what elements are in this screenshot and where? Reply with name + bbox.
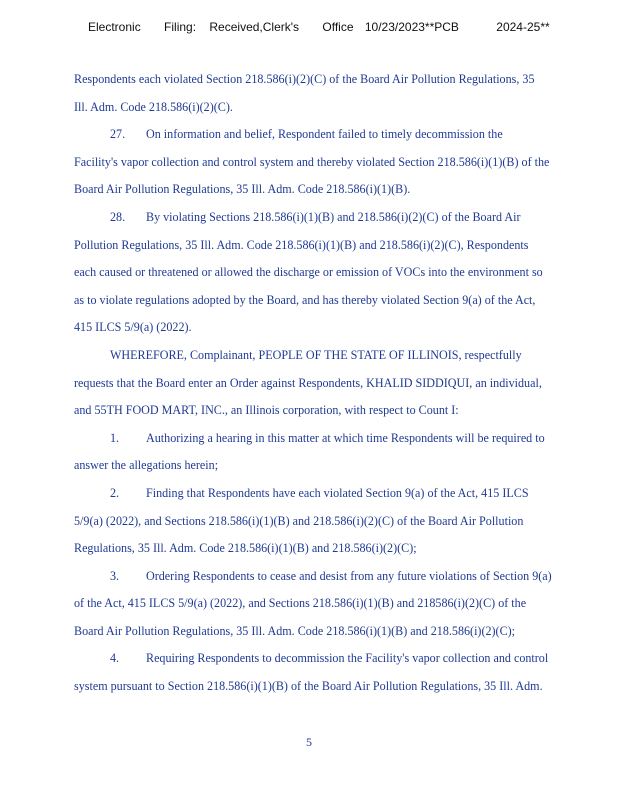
text-line: Ill. Adm. Code 218.586(i)(2)(C). <box>74 99 233 114</box>
page-number: 5 <box>306 735 312 749</box>
text-line: Pollution Regulations, 35 Ill. Adm. Code 218.586(i)(1)(B) and 218.586(i)(2)(C), Respondents <box>74 237 529 252</box>
item-number: 2. <box>110 485 120 500</box>
text-line: each caused or threatened or allowed the discharge or emission of VOCs into the environment so <box>74 265 543 280</box>
relief-item-2 <box>74 484 604 512</box>
text-line: Requiring Respondents to decommission the Facility's vapor collection and control <box>146 651 549 666</box>
text-line: and 55TH FOOD MART, INC., an Illinois corporation, with respect to Count I: <box>74 403 459 418</box>
header-electronic: Electronic <box>88 20 141 34</box>
item-number: 4. <box>110 651 120 666</box>
text-line: requests that the Board enter an Order against Respondents, KHALID SIDDIQUI, an individual, <box>74 375 542 390</box>
header-filing: Filing: <box>164 20 197 34</box>
text-line: By violating Sections 218.586(i)(1)(B) and 218.586(i)(2)(C) of the Board Air <box>146 209 521 224</box>
relief-item-1 <box>74 429 604 457</box>
text-line: system pursuant to Section 218.586(i)(1)(B) of the Board Air Pollution Regulations, 35 Ill. Adm. <box>74 679 543 694</box>
text-line: 5/9(a) (2022), and Sections 218.586(i)(1)(B) and 218.586(i)(2)(C) of the Board Air Pollution <box>74 513 524 528</box>
header-received: Received,Clerk's <box>209 20 300 34</box>
text-line: Board Air Pollution Regulations, 35 Ill. Adm. Code 218.586(i)(1)(B). <box>74 182 411 197</box>
text-line: Regulations, 35 Ill. Adm. Code 218.586(i)(1)(B) and 218.586(i)(2)(C); <box>74 541 417 556</box>
text-line: answer the allegations herein; <box>74 458 219 473</box>
text-line: On information and belief, Respondent failed to timely decommission the <box>146 127 503 142</box>
filing-stamp-header <box>88 20 550 34</box>
header-docket: 2024-25** <box>496 20 550 34</box>
text-line: Facility's vapor collection and control system and thereby violated Section 218.586(i)(1)(B) of the <box>74 154 550 169</box>
paragraph-27 <box>74 125 604 153</box>
relief-item-4 <box>74 649 604 677</box>
text-line: 415 ILCS 5/9(a) (2022). <box>74 320 192 335</box>
text-line: Respondents each violated Section 218.586(i)(2)(C) of the Board Air Pollution Regulations, 35 <box>74 72 535 86</box>
text-line: of the Act, 415 ILCS 5/9(a) (2022), and Sections 218.586(i)(1)(B) and 218586(i)(2)(C) of the <box>74 596 527 611</box>
text-line: Authorizing a hearing in this matter at which time Respondents will be required to <box>146 430 545 445</box>
header-date: 10/23/2023**PCB <box>364 20 459 34</box>
text-line: Ordering Respondents to cease and desist from any future violations of Section 9(a) <box>146 568 552 583</box>
text-line: as to violate regulations adopted by the Board, and has thereby violated Section 9(a) of the Act, <box>74 292 536 307</box>
item-number: 1. <box>110 430 120 445</box>
paragraph-number: 28. <box>110 209 126 224</box>
document-body <box>74 70 604 705</box>
text-line: Board Air Pollution Regulations, 35 Ill. Adm. Code 218.586(i)(1)(B) and 218.586(i)(2)(C); <box>74 623 516 638</box>
wherefore-line: WHEREFORE, Complainant, PEOPLE OF THE STATE OF ILLINOIS, respectfully <box>110 347 522 362</box>
paragraph-number: 27. <box>110 127 126 142</box>
relief-item-3 <box>74 567 604 595</box>
item-number: 3. <box>110 568 120 583</box>
paragraph-28 <box>74 208 604 236</box>
header-office: Office <box>322 20 354 34</box>
text-line: Finding that Respondents have each violated Section 9(a) of the Act, 415 ILCS <box>146 485 529 500</box>
